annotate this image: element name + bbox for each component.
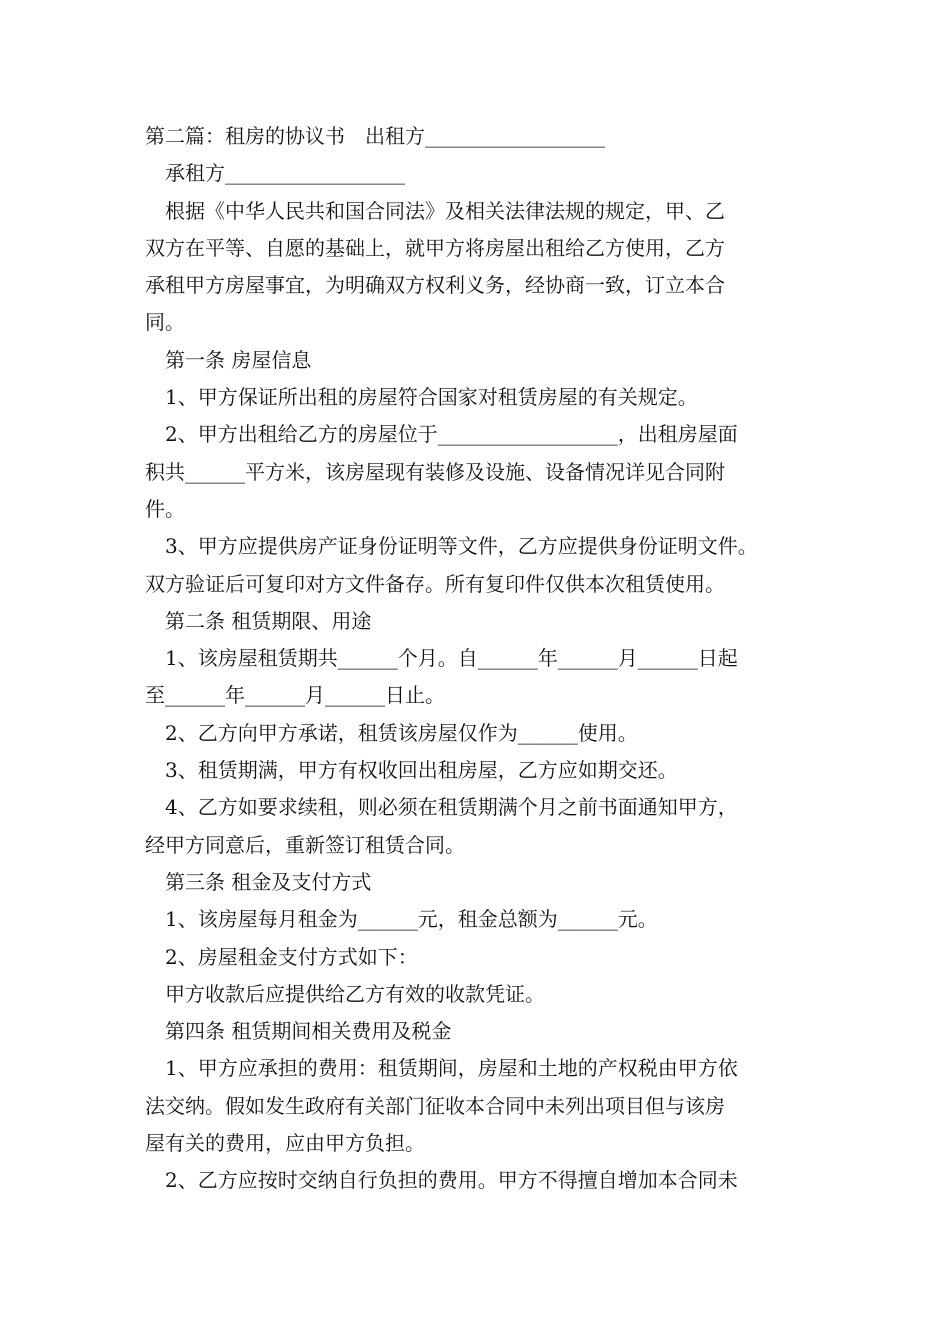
text-line: 第四条 租赁期间相关费用及税金 <box>165 1019 452 1044</box>
text-line: 1、甲方应承担的费用：租赁期间，房屋和土地的产权税由甲方依 <box>165 1056 738 1081</box>
text-line: 承租甲方房屋事宜，为明确双方权利义务，经协商一致，订立本合 <box>145 273 725 298</box>
text-line: 1、甲方保证所出租的房屋符合国家对租赁房屋的有关规定。 <box>165 385 698 410</box>
text-line: 法交纳。假如发生政府有关部门征收本合同中未列出项目但与该房 <box>145 1093 725 1118</box>
text-line: 至______年______月______日止。 <box>145 683 445 708</box>
text-line: 1、该房屋每月租金为______元，租金总额为______元。 <box>165 907 658 932</box>
text-line: 1、该房屋租赁期共______个月。自______年______月______日起 <box>165 646 738 671</box>
text-line: 经甲方同意后，重新签订租赁合同。 <box>145 832 465 857</box>
text-line: 3、租赁期满，甲方有权收回出租房屋，乙方应如期交还。 <box>165 758 678 783</box>
text-line: 2、乙方向甲方承诺，租赁该房屋仅作为______使用。 <box>165 720 638 745</box>
text-line: 同。 <box>145 310 185 335</box>
text-line: 2、乙方应按时交纳自行负担的费用。甲方不得擅自增加本合同未 <box>165 1168 738 1193</box>
text-line: 件。 <box>145 496 185 521</box>
text-line: 第二篇：租房的协议书 出租方__________________ <box>145 124 605 148</box>
text-line: 2、房屋租金支付方式如下： <box>165 944 418 969</box>
text-line: 2、甲方出租给乙方的房屋位于__________________，出租房屋面 <box>165 422 738 447</box>
document-body <box>145 118 807 1200</box>
text-line: 3、甲方应提供房产证身份证明等文件，乙方应提供身份证明文件。 <box>165 534 758 559</box>
text-line: 4、乙方如要求续租，则必须在租赁期满个月之前书面通知甲方， <box>165 795 738 820</box>
text-line: 积共______平方米，该房屋现有装修及设施、设备情况详见合同附 <box>145 459 725 484</box>
text-line: 第三条 租金及支付方式 <box>165 869 372 894</box>
text-line: 甲方收款后应提供给乙方有效的收款凭证。 <box>165 981 545 1006</box>
text-line: 双方在平等、自愿的基础上，就甲方将房屋出租给乙方使用，乙方 <box>145 235 725 260</box>
text-line: 屋有关的费用，应由甲方负担。 <box>145 1131 425 1156</box>
text-line: 双方验证后可复印对方文件备存。所有复印件仅供本次租赁使用。 <box>145 571 725 596</box>
text-line: 根据《中华人民共和国合同法》及相关法律法规的规定，甲、乙 <box>165 198 725 223</box>
text-line: 第二条 租赁期限、用途 <box>165 608 372 633</box>
text-line: 第一条 房屋信息 <box>165 347 312 372</box>
text-line: 承租方__________________ <box>165 161 405 186</box>
